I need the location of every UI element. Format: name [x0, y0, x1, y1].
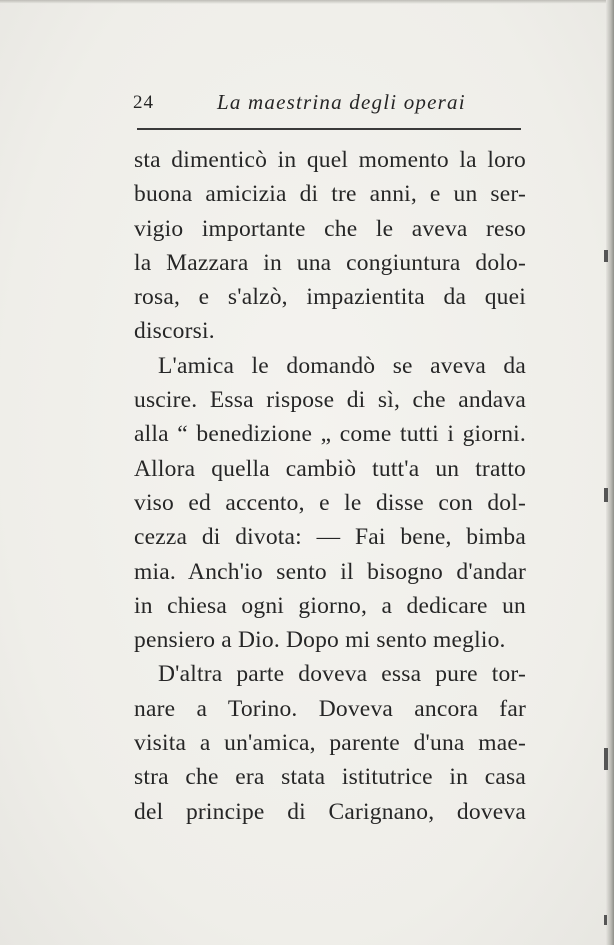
text-line: discorsi. — [134, 318, 215, 345]
gutter-mark — [604, 250, 608, 262]
text-line: uscire. Essa rispose di sì, che andava — [134, 387, 526, 414]
running-title: La maestrina degli operai — [217, 90, 466, 114]
page-header — [133, 88, 523, 118]
text-line: vigio importante che le aveva reso — [134, 215, 526, 242]
text-line: visita a un'amica, parente d'una mae- — [134, 730, 526, 757]
gutter-mark — [604, 488, 608, 502]
text-line: D'altra parte doveva essa pure tor- — [158, 661, 526, 688]
page-right-edge — [606, 0, 614, 945]
gutter-mark — [604, 915, 607, 925]
text-line: mia. Anch'io sento il bisogno d'andar — [134, 558, 526, 585]
text-line: nare a Torino. Doveva ancora far — [134, 695, 526, 722]
text-line: pensiero a Dio. Dopo mi sento meglio. — [134, 627, 506, 654]
gutter-mark — [604, 748, 608, 770]
header-rule — [137, 128, 521, 130]
text-line: del principe di Carignano, doveva — [134, 798, 526, 825]
text-line: Allora quella cambiò tutt'a un tratto — [134, 455, 526, 482]
text-line: la Mazzara in una congiuntura dolo- — [134, 249, 526, 276]
text-line: rosa, e s'alzò, impazientita da quei — [134, 284, 526, 311]
text-line: L'amica le domandò se aveva da — [158, 352, 526, 379]
text-line: cezza di divota: — Fai bene, bimba — [134, 524, 526, 551]
text-line: buona amicizia di tre anni, e un ser- — [134, 181, 526, 208]
text-line: alla “ benedizione „ come tutti i giorni. — [134, 421, 526, 448]
page-number: 24 — [133, 92, 154, 113]
text-line: stra che era stata istitutrice in casa — [134, 764, 526, 791]
text-line: in chiesa ogni giorno, a dedicare un — [134, 592, 526, 619]
text-line: viso ed accento, e le disse con dol- — [134, 489, 526, 516]
body-text — [134, 143, 526, 829]
text-line: sta dimenticò in quel momento la loro — [134, 147, 526, 173]
page-top-edge — [0, 0, 614, 4]
